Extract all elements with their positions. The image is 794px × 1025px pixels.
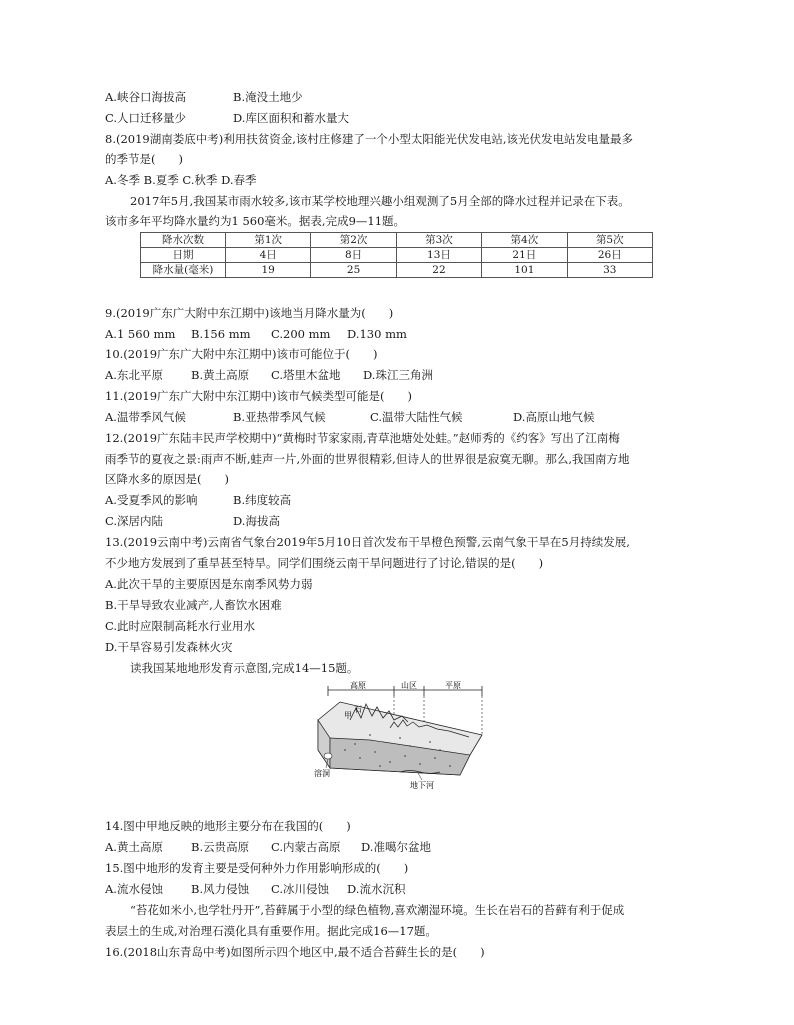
question-9: 9.(2019广东广大附中东江期中)该地当月降水量为( ) xyxy=(105,306,394,320)
label-plateau: 高原 xyxy=(350,681,366,690)
question-12-cont1: 雨季节的夏夜之景:雨声不断,蛙声一片,外面的世界很精彩,但诗人的世界很是寂寞无聊。那么,我国南方地 xyxy=(105,452,630,466)
question-8: 8.(2019湖南娄底中考)利用扶贫资金,该村庄修建了一个小型太阳能光伏发电站,该光伏发电站发电量最多 xyxy=(105,132,634,146)
intro-16-17-cont: 表层土的生成,对治理石漠化具有重要作用。据此完成16—17题。 xyxy=(105,924,437,938)
q14-option-a: A.黄土高原 xyxy=(105,840,163,854)
intro-9-11: 2017年5月,我国某市雨水较多,该市某学校地理兴趣小组观测了5月全部的降水过程并记录在下表。 xyxy=(130,194,630,208)
table-cell: 25 xyxy=(311,263,396,278)
label-stone: 石 xyxy=(354,705,362,714)
table-cell: 13日 xyxy=(396,248,481,263)
table-cell: 19 xyxy=(226,263,311,278)
table-row xyxy=(141,248,653,263)
q9-option-a: A.1 560 mm xyxy=(105,327,176,341)
q12-option-d: D.海拔高 xyxy=(233,514,280,528)
label-jia: 甲 xyxy=(344,711,352,720)
table-cell: 22 xyxy=(396,263,481,278)
table-cell: 降水次数 xyxy=(141,233,226,248)
q15-option-c: C.冰川侵蚀 xyxy=(271,882,330,896)
q11-option-c: C.温带大陆性气候 xyxy=(370,410,463,424)
q15-option-a: A.流水侵蚀 xyxy=(105,882,163,896)
q7-option-b: B.淹没土地少 xyxy=(233,90,303,104)
table-cell: 第5次 xyxy=(567,233,652,248)
table-cell: 101 xyxy=(482,263,567,278)
q13-option-b: B.干旱导致农业减产,人畜饮水困难 xyxy=(105,598,282,612)
table-cell: 33 xyxy=(567,263,652,278)
table-cell: 21日 xyxy=(482,248,567,263)
q11-option-b: B.亚热带季风气候 xyxy=(233,410,326,424)
question-13-cont: 不少地方发展到了重旱甚至特旱。同学们围绕云南干旱问题进行了讨论,错误的是( ) xyxy=(105,556,544,570)
question-16: 16.(2018山东青岛中考)如图所示四个地区中,最不适合苔藓生长的是( ) xyxy=(105,945,485,959)
q10-option-d: D.珠江三角洲 xyxy=(363,368,433,382)
q15-option-d: D.流水沉积 xyxy=(347,882,406,896)
q14-option-d: D.准噶尔盆地 xyxy=(361,840,431,854)
q10-option-c: C.塔里木盆地 xyxy=(271,368,341,382)
label-underground-river: 地下河 xyxy=(410,781,434,790)
question-13: 13.(2019云南中考)云南省气象台2019年5月10日首次发布干旱橙色预警,云南气象干旱在5月持续发展, xyxy=(105,535,630,549)
intro-14-15: 读我国某地地形发育示意图,完成14—15题。 xyxy=(130,661,359,675)
question-12: 12.(2019广东陆丰民声学校期中)“黄梅时节家家雨,青草池塘处处蛙。”赵师秀的《约客》写出了江南梅 xyxy=(105,431,620,445)
q12-option-a: A.受夏季风的影响 xyxy=(105,493,198,507)
q14-option-c: C.内蒙古高原 xyxy=(271,840,341,854)
q10-option-a: A.东北平原 xyxy=(105,368,163,382)
question-10: 10.(2019广东广大附中东江期中)该市可能位于( ) xyxy=(105,347,378,361)
q11-option-d: D.高原山地气候 xyxy=(513,410,595,424)
q7-option-a: A.峡谷口海拔高 xyxy=(105,90,186,104)
table-cell: 26日 xyxy=(567,248,652,263)
q13-option-c: C.此时应限制高耗水行业用水 xyxy=(105,619,256,633)
label-mountain: 山区 xyxy=(401,681,417,690)
question-11: 11.(2019广东广大附中东江期中)该市气候类型可能是( ) xyxy=(105,389,412,403)
table-cell: 第3次 xyxy=(396,233,481,248)
table-cell: 第1次 xyxy=(226,233,311,248)
label-plain: 平原 xyxy=(445,681,461,690)
q7-option-c: C.人口迁移量少 xyxy=(105,111,187,125)
q14-option-b: B.云贵高原 xyxy=(191,840,250,854)
table-cell: 第4次 xyxy=(482,233,567,248)
intro-9-11-cont: 该市多年平均降水量约为1 560毫米。据表,完成9—11题。 xyxy=(105,214,406,228)
landform-diagram xyxy=(310,680,490,790)
table-cell: 8日 xyxy=(311,248,396,263)
question-12-cont2: 区降水多的原因是( ) xyxy=(105,472,229,486)
question-8-options: A.冬季 B.夏季 C.秋季 D.春季 xyxy=(105,173,257,187)
table-cell: 降水量(毫米) xyxy=(141,263,226,278)
q11-option-a: A.温带季风气候 xyxy=(105,410,186,424)
q12-option-b: B.纬度较高 xyxy=(233,493,292,507)
table-cell: 第2次 xyxy=(311,233,396,248)
intro-16-17: “苔花如米小,也学牡丹开”,苔藓属于小型的绿色植物,喜欢潮湿环境。生长在岩石的苔藓有利于促成 xyxy=(130,903,625,917)
q10-option-b: B.黄土高原 xyxy=(191,368,250,382)
q9-option-b: B.156 mm xyxy=(191,327,251,341)
q13-option-d: D.干旱容易引发森林火灾 xyxy=(105,640,233,654)
question-8-cont: 的季节是( ) xyxy=(105,152,183,166)
q12-option-c: C.深居内陆 xyxy=(105,514,164,528)
label-cave: 溶洞 xyxy=(314,769,330,778)
table-row xyxy=(141,233,653,248)
table-row xyxy=(141,263,653,278)
q13-option-a: A.此次干旱的主要原因是东南季风势力弱 xyxy=(105,577,313,591)
question-14: 14.图中甲地反映的地形主要分布在我国的( ) xyxy=(105,819,351,833)
q7-option-d: D.库区面积和蓄水量大 xyxy=(233,111,349,125)
q9-option-d: D.130 mm xyxy=(347,327,407,341)
rainfall-table xyxy=(140,232,653,278)
table-cell: 日期 xyxy=(141,248,226,263)
q9-option-c: C.200 mm xyxy=(271,327,331,341)
question-15: 15.图中地形的发育主要是受何种外力作用影响形成的( ) xyxy=(105,861,409,875)
table-cell: 4日 xyxy=(226,248,311,263)
q15-option-b: B.风力侵蚀 xyxy=(191,882,250,896)
